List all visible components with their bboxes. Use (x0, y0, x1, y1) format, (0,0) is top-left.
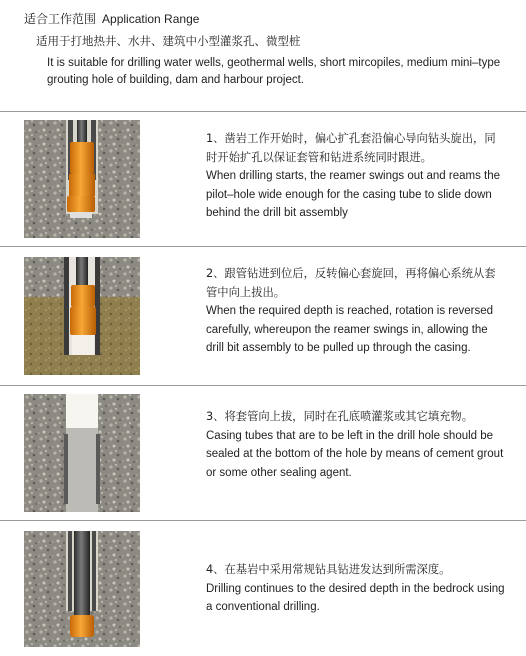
step-2-text-zh: 2、跟管钻进到位后，反转偏心套旋回，再将偏心系统从套管中向上拔出。 (206, 267, 496, 299)
step-4-text (206, 561, 506, 617)
step-4-row (0, 521, 526, 656)
step-4-text-en: Drilling continues to the desired depth in the bedrock using a conventional drilling. (206, 582, 505, 613)
step-2-row (0, 247, 526, 384)
step-4-text-zh: 4、在基岩中采用常规钻具钻进发达到所需深度。 (206, 563, 451, 576)
step-3-row (0, 386, 526, 519)
step-1-illustration (24, 120, 140, 238)
step-3-text-en: Casing tubes that are to be left in the drill hole should be sealed at the bottom of the hole by means of cement grout or some other sealing agent. (206, 429, 504, 479)
step-2-illustration (24, 257, 140, 375)
step-3-illustration (24, 394, 140, 512)
step-3-text-zh: 3、将套管向上拔，同时在孔底喷灌浆或其它填充物。 (206, 410, 474, 423)
section-title-zh: 适合工作范围 (24, 12, 97, 26)
step-1-text-zh: 1、凿岩工作开始时，偏心扩孔套沿偏心导向钻头旋出，同时开始扩孔以保证套管和钻进系统同时跟进。 (206, 132, 496, 164)
step-3-text (206, 408, 506, 482)
section-title (24, 10, 199, 27)
section-title-en: Application Range (102, 12, 200, 26)
application-range-header (0, 0, 526, 110)
step-2-text (206, 265, 506, 358)
step-1-text-en: When drilling starts, the reamer swings out and reams the pilot–hole wide enough for the casing tube to slide down behind the drill bit assembly (206, 170, 501, 219)
section-subtitle-zh: 适用于打地热井、水井、建筑中小型灌浆孔、微型桩 (36, 34, 301, 48)
step-4-illustration (24, 531, 140, 647)
step-1-row (0, 112, 526, 245)
step-2-text-en: When the required depth is reached, rotation is reversed carefully, whereupon the reamer swings in, allowing the drill bit assembly to be pulled up through the casing. (206, 305, 494, 354)
step-1-text (206, 130, 506, 223)
section-description-en: It is suitable for drilling water wells, geothermal wells, short mircopiles, medium mini–type grouting hole of building, dam and harbour project. (47, 57, 501, 86)
